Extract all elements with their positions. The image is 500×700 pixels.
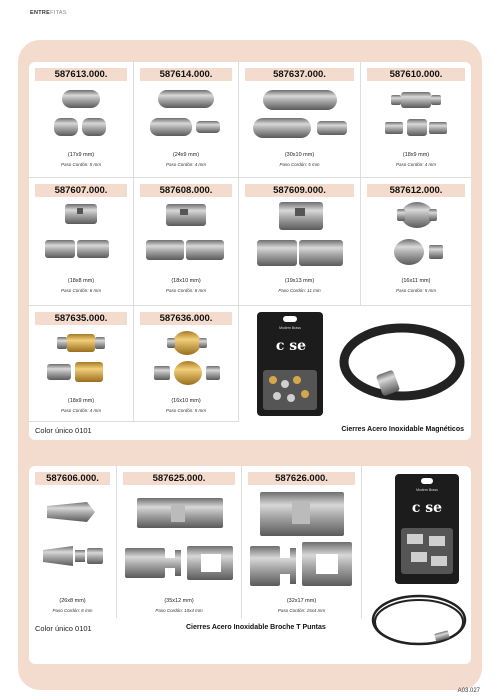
product-cell-587608[interactable] bbox=[134, 178, 239, 306]
product-photo-area bbox=[247, 310, 467, 422]
product-paso: Paso Cordón: 5 mm bbox=[60, 162, 102, 167]
product-cell-587626[interactable] bbox=[242, 466, 362, 618]
product-paso: Paso Cordón: 8 mm bbox=[165, 288, 207, 293]
product-paso: Paso Cordón: 6 mm bbox=[52, 608, 93, 613]
product-paso: Paso Cordón: 6 mm bbox=[60, 288, 102, 293]
product-size: (18x8 mm) bbox=[67, 278, 95, 284]
product-code: 587637.000. bbox=[245, 68, 354, 81]
package-small-text: Modern Brass bbox=[279, 326, 301, 330]
product-code: 587614.000. bbox=[140, 68, 232, 81]
product-size: (18x9 mm) bbox=[402, 152, 430, 158]
magnetic-clasps-panel bbox=[29, 62, 471, 440]
product-cell-587606[interactable] bbox=[29, 466, 117, 618]
product-cell-587614[interactable] bbox=[134, 62, 239, 178]
clasp-illustration bbox=[29, 84, 133, 144]
product-code: 587612.000. bbox=[367, 184, 465, 197]
product-code: 587606.000. bbox=[35, 472, 110, 485]
product-code: 587607.000. bbox=[35, 184, 127, 197]
product-cell-587625[interactable] bbox=[117, 466, 242, 618]
package-brand: c se bbox=[275, 338, 307, 354]
product-cell-587609[interactable] bbox=[239, 178, 361, 306]
color-label: Color único 0101 bbox=[35, 624, 92, 633]
clasp-illustration bbox=[117, 488, 241, 588]
product-paso: Paso Cordón: 10x4 mm bbox=[155, 608, 203, 613]
product-paso: Paso Cordón: 5 mm bbox=[165, 408, 207, 413]
product-size: (35x12 mm) bbox=[164, 598, 194, 604]
clasp-illustration bbox=[134, 200, 238, 270]
color-label: Color único 0101 bbox=[35, 426, 92, 435]
package-brand: c se bbox=[411, 500, 443, 516]
clasp-illustration bbox=[29, 200, 133, 270]
product-paso: Paso Cordón: 4 mm bbox=[60, 408, 102, 413]
product-size: (30x10 mm) bbox=[284, 152, 315, 158]
page-number: A03.027 bbox=[457, 688, 480, 694]
product-code: 587625.000. bbox=[123, 472, 235, 485]
product-cell-587637[interactable] bbox=[239, 62, 361, 178]
product-size: (16x11 mm) bbox=[401, 278, 431, 284]
product-paso: Paso Cordón: 5 mm bbox=[395, 288, 437, 293]
product-code: 587613.000. bbox=[35, 68, 127, 81]
brand-light: FITAS bbox=[50, 10, 67, 16]
product-cell-587636[interactable] bbox=[134, 306, 239, 422]
product-size: (18x9 mm) bbox=[67, 398, 95, 404]
product-cell-587607[interactable] bbox=[29, 178, 134, 306]
product-code: 587626.000. bbox=[248, 472, 355, 485]
product-cell-587635[interactable] bbox=[29, 306, 134, 422]
clasp-illustration bbox=[29, 328, 133, 388]
product-cell-587612[interactable] bbox=[361, 178, 471, 306]
product-code: 587610.000. bbox=[367, 68, 465, 81]
brand-bold: ENTRE bbox=[30, 10, 51, 16]
product-size: (17x9 mm) bbox=[67, 152, 95, 158]
clasp-illustration bbox=[239, 200, 360, 270]
product-paso: Paso Cordón: 5 mm bbox=[279, 162, 320, 167]
clasp-illustration bbox=[361, 200, 471, 270]
product-paso: Paso Cordón: 11 mm bbox=[278, 288, 321, 293]
product-code: 587608.000. bbox=[140, 184, 232, 197]
product-code: 587636.000. bbox=[140, 312, 232, 325]
product-size: (32x17 mm) bbox=[286, 598, 317, 604]
product-photo-area bbox=[367, 472, 469, 662]
clasp-illustration bbox=[134, 328, 238, 388]
product-code: 587609.000. bbox=[245, 184, 354, 197]
clasp-illustration bbox=[242, 488, 361, 588]
section-title: Cierres Acero Inoxidable Broche T Puntas bbox=[186, 624, 326, 631]
clasp-illustration bbox=[29, 488, 116, 588]
package-small-text: Modern Brass bbox=[416, 488, 438, 492]
product-size: (24x9 mm) bbox=[172, 152, 200, 158]
product-size: (26x8 mm) bbox=[59, 598, 86, 604]
product-paso: Paso Cordón: 15x4 mm bbox=[277, 608, 326, 613]
section-title: Cierres Acero Inoxidable Magnéticos bbox=[341, 426, 464, 433]
t-bar-clasps-panel bbox=[29, 466, 471, 664]
product-size: (19x13 mm) bbox=[284, 278, 315, 284]
product-code: 587635.000. bbox=[35, 312, 127, 325]
brand-logo bbox=[30, 10, 67, 16]
clasp-illustration bbox=[361, 84, 471, 144]
product-size: (18x10 mm) bbox=[171, 278, 201, 284]
product-cell-587613[interactable] bbox=[29, 62, 134, 178]
clasp-illustration bbox=[239, 84, 360, 144]
product-paso: Paso Cordón: 4 mm bbox=[165, 162, 207, 167]
clasp-illustration bbox=[134, 84, 238, 144]
product-paso: Paso Cordón: 4 mm bbox=[395, 162, 437, 167]
product-size: (16x10 mm) bbox=[171, 398, 201, 404]
product-cell-587610[interactable] bbox=[361, 62, 471, 178]
